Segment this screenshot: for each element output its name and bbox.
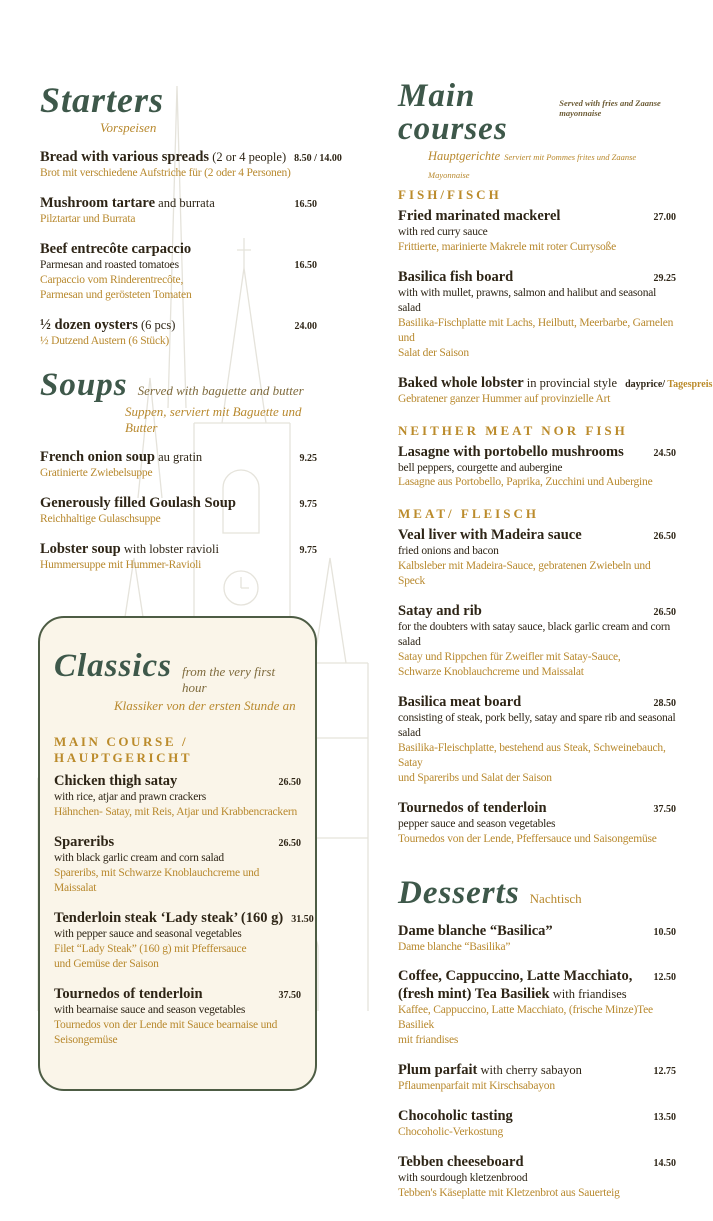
item-desc-de: Salat der Saison <box>398 346 469 359</box>
item-desc-de: und Gemüse der Saison <box>54 958 159 970</box>
item-price-dayprice: dayprice/ <box>625 378 666 390</box>
starters-subtitle: Vorspeisen <box>100 120 157 135</box>
fish-heading: FISH/FISCH <box>398 187 502 202</box>
item-price: 28.50 <box>653 697 676 709</box>
item-desc-de: Filet “Lady Steak” (160 g) mit Pfeffersauce <box>54 943 247 956</box>
item-name: Beef entrecôte carpaccio <box>40 240 192 257</box>
item-desc-de: Tebben's Käseplatte mit Kletzenbrot aus Sauerteig <box>398 1187 620 1200</box>
item-name: Generously filled Goulash Soup <box>40 494 236 511</box>
starters-items <box>40 148 342 349</box>
item-name-suffix: in provincial style <box>523 375 618 390</box>
starters-title: Starters <box>40 80 165 120</box>
item-desc-de: Pflaumenparfait mit Kirschsabayon <box>398 1080 555 1093</box>
item-desc-de: Brot mit verschiedene Aufstriche für (2 oder 4 Personen) <box>40 167 291 179</box>
item-desc-de: Basilika-Fischplatte mit Lachs, Heilbutt, Meerbarbe, Garnelen und <box>398 316 674 344</box>
item-desc-en: with bearnaise sauce and season vegetables <box>54 1003 246 1016</box>
item-price: 10.50 <box>653 926 676 938</box>
main-courses-subtitle-rest: Serviert mit Pommes frites und Zaanse Mayonnaise <box>428 152 637 180</box>
item-desc-de: Basilika-Fleischplatte, bestehend aus Steak, Schweinebauch, Satay <box>398 741 666 769</box>
item-price: 29.25 <box>653 272 676 284</box>
item-name: Bread with various spreads <box>40 149 210 165</box>
item-name: Veal liver with Madeira sauce <box>398 527 582 544</box>
classics-heading: MAIN COURSE / HAUPTGERICHT <box>54 734 193 766</box>
item-name: ½ dozen oysters <box>40 316 138 333</box>
item-desc-de: Kaffee, Cappuccino, Latte Macchiato, (frische Minze)Tee Basiliek <box>398 1004 653 1032</box>
soups-items <box>40 448 317 573</box>
soups-title: Soups <box>40 366 128 403</box>
menu-item <box>40 148 342 181</box>
item-name: Tournedos of tenderloin <box>54 985 203 1002</box>
item-name: Basilica fish board <box>398 268 514 285</box>
item-price: 16.50 <box>294 198 317 210</box>
item-price: 24.00 <box>294 320 317 332</box>
item-name-line2: (fresh mint) Tea Basiliek <box>398 986 550 1003</box>
menu-item <box>54 833 301 896</box>
desserts-subtitle: Nachtisch <box>529 890 582 906</box>
menu-item <box>398 268 676 361</box>
item-desc-de: Tournedos von der Lende, Pfeffersauce und Saisongemüse <box>398 832 657 845</box>
item-price <box>617 379 712 390</box>
item-name-suffix: with cherry sabayon <box>477 1063 582 1078</box>
item-desc-de: Kalbsleber mit Madeira-Sauce, gebratenen Zwiebeln und Speck <box>398 560 651 588</box>
main-courses-title: Main courses <box>398 78 508 147</box>
menu-item <box>54 772 301 820</box>
item-price: 12.75 <box>653 1066 676 1078</box>
item-desc-en: with sourdough kletzenbrood <box>398 1172 528 1185</box>
item-desc-de: Chocoholic-Verkostung <box>398 1126 504 1139</box>
item-desc-de: Lasagne aus Portobello, Paprika, Zucchini und Aubergine <box>398 476 653 489</box>
item-price: 26.50 <box>653 607 676 619</box>
classics-box <box>38 616 317 1090</box>
item-desc-de: Gratinierte Zwiebelsuppe <box>40 466 153 479</box>
menu-item <box>398 799 676 847</box>
classics-tagline: from the very first hour <box>182 664 276 696</box>
menu-item <box>40 448 317 481</box>
item-name: Fried marinated mackerel <box>398 208 561 224</box>
menu-item <box>398 207 676 255</box>
item-name: Chicken thigh satay <box>54 773 178 790</box>
item-desc-en: with black garlic cream and corn salad <box>54 852 224 865</box>
item-desc-de: Gebratener ganzer Hummer auf provinzielle Art <box>398 392 611 405</box>
menu-item <box>398 1061 676 1094</box>
menu-item <box>398 1107 676 1140</box>
item-desc-en: with rice, atjar and prawn crackers <box>54 791 207 804</box>
item-desc-de: Frittierte, marinierte Makrele mit roter Currysoße <box>398 240 617 253</box>
item-name: Lasagne with portobello mushrooms <box>398 443 624 460</box>
item-name: Spareribs <box>54 834 115 851</box>
menu-item <box>398 602 676 680</box>
item-desc-de: mit friandises <box>398 1034 459 1047</box>
item-price: 26.50 <box>278 777 301 789</box>
item-desc-en: Parmesan and roasted tomatoes <box>40 258 179 271</box>
item-name-suffix: (2 or 4 people) <box>209 150 287 164</box>
item-price: 12.50 <box>653 972 676 984</box>
item-desc-de: Satay und Rippchen für Zweifler mit Satay-Sauce, <box>398 651 621 664</box>
item-desc-de: Carpaccio vom Rinderentrecôte, <box>40 273 184 286</box>
item-name: Satay and rib <box>398 603 482 620</box>
item-price: 9.75 <box>299 498 317 510</box>
item-desc-en: for the doubters with satay sauce, black garlic cream and corn salad <box>398 621 671 649</box>
classics-subtitle: Klassiker von der ersten Stunde an <box>114 698 296 714</box>
menu-item <box>40 494 317 527</box>
item-price: 26.50 <box>278 838 301 850</box>
desserts-items <box>398 922 676 1202</box>
item-desc-de: und Spareribs und Salat der Saison <box>398 771 552 784</box>
menu-item <box>398 526 676 589</box>
classics-items <box>54 772 314 1047</box>
item-name: Plum parfait <box>398 1062 478 1079</box>
item-name: Dame blanche “Basilica” <box>398 922 553 939</box>
item-name-suffix: and burrata <box>155 195 215 210</box>
item-name: Basilica meat board <box>398 693 522 710</box>
item-desc-en: fried onions and bacon <box>398 545 499 558</box>
item-desc-de: Parmesan und gerösteten Tomaten <box>40 288 192 301</box>
menu-item <box>40 194 317 227</box>
meat-heading: MEAT/ FLEISCH <box>398 506 539 522</box>
item-desc-en: with pepper sauce and seasonal vegetables <box>54 928 242 941</box>
menu-item <box>398 374 713 407</box>
menu-item <box>40 540 317 573</box>
item-price: 37.50 <box>653 803 676 815</box>
item-name: Tournedos of tenderloin <box>398 799 547 816</box>
item-price: 9.75 <box>299 544 317 556</box>
main-courses-subtitle-lead: Hauptgerichte <box>428 149 501 163</box>
item-name-suffix: with lobster ravioli <box>120 541 219 556</box>
item-desc-en: consisting of steak, pork belly, satay and spare rib and seasonal salad <box>398 711 676 739</box>
menu-item <box>40 316 317 349</box>
item-desc-en: with red curry sauce <box>398 226 488 238</box>
item-desc-en: bell peppers, courgette and aubergine <box>398 461 563 474</box>
item-desc-en: with with mullet, prawns, salmon and halibut and seasonal salad <box>398 286 657 314</box>
menu-item <box>40 240 317 303</box>
section-soups <box>40 366 317 573</box>
item-price: 8.50 / 14.00 <box>294 153 342 164</box>
item-name: Coffee, Cappuccino, Latte Macchiato, <box>398 968 633 985</box>
veg-items <box>398 443 676 491</box>
item-name: Tenderloin steak ‘Lady steak’ (160 g) <box>54 910 284 927</box>
item-name-suffix: with friandises <box>549 987 627 1002</box>
item-price: 13.50 <box>653 1112 676 1124</box>
menu-left-column <box>40 80 342 1091</box>
item-price: 9.25 <box>299 452 317 464</box>
item-desc-de: Pilztartar und Burrata <box>40 212 136 225</box>
item-price: 31.50 <box>291 914 314 926</box>
item-desc-de: Spareribs, mit Schwarze Knoblauchcreme und Maissalat <box>54 867 260 895</box>
classics-title: Classics <box>54 648 173 685</box>
item-desc-de: Hähnchen- Satay, mit Reis, Atjar und Krabbencrackern <box>54 806 298 819</box>
meat-items <box>398 526 676 846</box>
item-desc-de: Tournedos von der Lende mit Sauce bearnaise und Seisongemüse <box>54 1018 278 1046</box>
item-price: 14.50 <box>653 1158 676 1170</box>
item-name: Mushroom tartare <box>40 194 156 211</box>
item-desc-en: pepper sauce and season vegetables <box>398 817 556 830</box>
item-desc-de: Reichhaltige Gulaschsuppe <box>40 512 161 525</box>
item-name: Tebben cheeseboard <box>398 1154 524 1171</box>
desserts-title: Desserts <box>398 874 520 911</box>
soups-subtitle: Suppen, serviert mit Baguette und Butter <box>125 403 302 435</box>
item-desc-de: Schwarze Knoblauchcreme und Maissalat <box>398 666 584 678</box>
item-name: Lobster soup <box>40 540 121 557</box>
soups-tagline: Served with baguette and butter <box>137 382 304 398</box>
menu-item <box>398 922 676 955</box>
item-price-tagespreis: Tagespreis <box>665 378 713 390</box>
fish-items <box>398 207 713 407</box>
item-name-suffix: au gratin <box>154 449 203 464</box>
item-name: Chocoholic tasting <box>398 1108 513 1125</box>
menu-item <box>54 909 314 972</box>
item-price: 27.00 <box>653 212 676 223</box>
section-main-courses <box>398 78 713 847</box>
item-name: Baked whole lobster <box>398 374 524 391</box>
item-desc-de: Dame blanche “Basilika” <box>398 940 511 953</box>
veg-heading: NEITHER MEAT NOR FISH <box>398 422 628 438</box>
section-starters <box>40 80 342 349</box>
item-name: French onion soup <box>40 448 155 465</box>
menu-item <box>398 1153 676 1201</box>
item-price: 24.50 <box>653 447 676 459</box>
item-desc-de: ½ Dutzend Austern (6 Stück) <box>40 334 170 347</box>
item-price: 26.50 <box>653 531 676 543</box>
menu-item <box>398 443 676 491</box>
main-courses-tagline: Served with fries and Zaanse mayonnaise <box>559 98 661 118</box>
menu-item <box>398 693 676 786</box>
item-desc-de: Hummersuppe mit Hummer-Ravioli <box>40 558 202 571</box>
menu-item <box>54 985 301 1048</box>
menu-item <box>398 967 676 1048</box>
item-price: 37.50 <box>278 989 301 1001</box>
section-desserts <box>398 874 676 1202</box>
item-name-suffix: (6 pcs) <box>137 317 176 332</box>
menu-right-column <box>398 78 713 1221</box>
item-price: 16.50 <box>294 259 317 271</box>
